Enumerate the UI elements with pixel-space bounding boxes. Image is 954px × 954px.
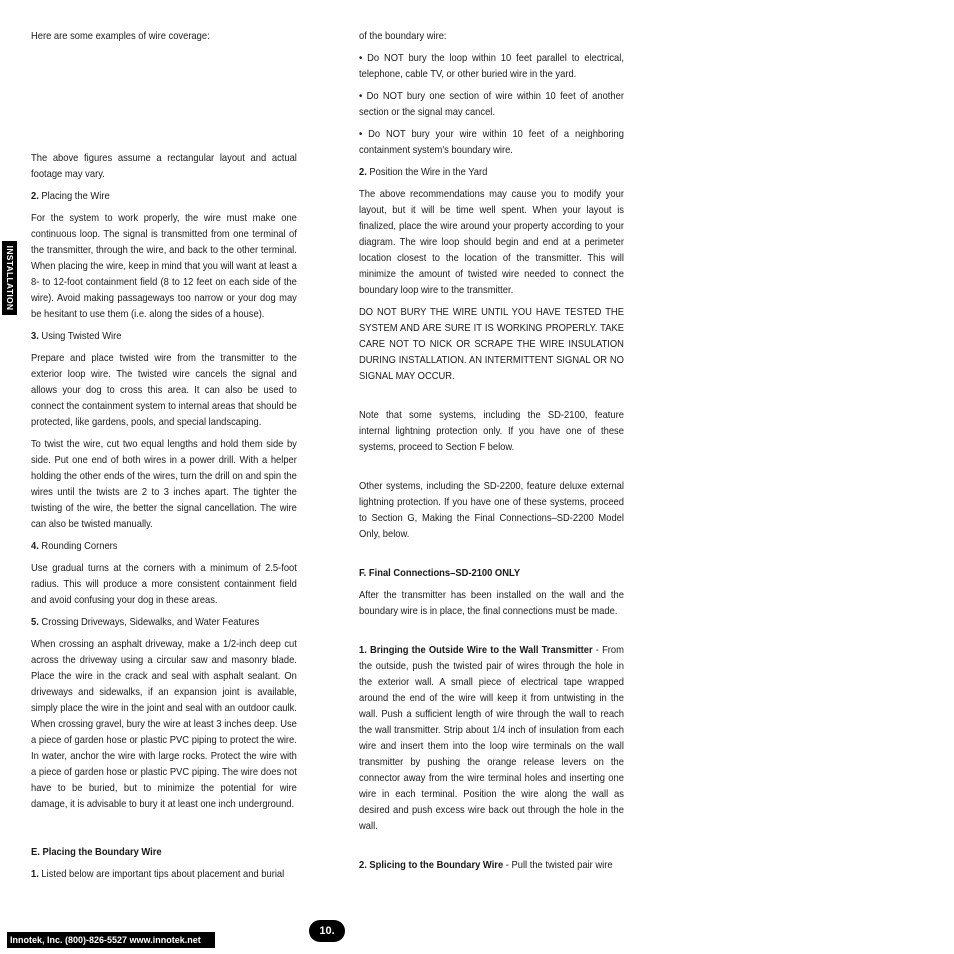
tip-bullet-3: • Do NOT bury your wire within 10 feet of a neighboring containment system's boundary wire. — [359, 129, 624, 156]
position-body: The above recommendations may cause you to modify your layout, but it will be time well spent. When your layout is finalized, place the wire around your property according to your diagram. The wire loop should begin and end at a perimeter location closest to the location of the transmitter. This will minimize the amount of twisted wire needed to connect the boundary loop wire to the transmitter. — [359, 189, 624, 296]
assumption-text: The above figures assume a rectangular layout and actual footage may vary. — [31, 153, 297, 180]
section-f-heading: F. Final Connections–SD-2100 ONLY — [359, 568, 521, 579]
section-e-heading: E. Placing the Boundary Wire — [31, 847, 162, 858]
note-sd2200: Other systems, including the SD-2200, feature deluxe external lightning protection. If you have one of these systems, proceed to Section G, Making the Final Connections–SD-2200 Model Only, below. — [359, 481, 624, 540]
step-3-body-1: Prepare and place twisted wire from the transmitter to the exterior loop wire. The twisted wire cancels the signal and allows your dog to cross this area. It can also be used to connect the containment system to internal areas that should be protected, like gardens, pools, and special landscaping. — [31, 353, 297, 428]
tip-bullet-1: • Do NOT bury the loop within 10 feet parallel to electrical, telephone, cable TV, or other buried wire in the yard. — [359, 53, 624, 80]
section-f-step-1: 1. Bringing the Outside Wire to the Wall Transmitter - From the outside, push the twisted pair of wires through the hole in the exterior wall. A small piece of electrical tape wrapped around the end of the wire will keep it from untwisting in the wall. Push a sufficient length of wire through the wall to reach the wall transmitter. Strip about 1/4 inch of insulation from each wire and insert them into the loop wire terminals on the wall transmitter by pushing the orange release levers on the connector away from the wire terminal holes and inserting one wire in each terminal. Position the wire along the wall as desired and push excess wire back out through the hole in the wall. — [359, 645, 624, 832]
step-2-heading: 2. Placing the Wire — [31, 191, 110, 202]
footer-contact: Innotek, Inc. (800)-826-5527 www.innotek.net — [7, 932, 215, 948]
spacer — [359, 841, 624, 858]
warning-text: DO NOT BURY THE WIRE UNTIL YOU HAVE TESTED THE SYSTEM AND ARE SURE IT IS WORKING PROPERLY. TAKE CARE NOT TO NICK OR SCRAPE THE WIRE INSULATION DURING INSTALLATION. AN INTERMITTENT SIGNAL OR NO SIGNAL MAY OCCUR. — [359, 307, 624, 382]
section-tab-label: INSTALLATION — [4, 245, 15, 311]
position-heading: 2. Position the Wire in the Yard — [359, 167, 488, 178]
step-2-body: For the system to work properly, the wire must make one continuous loop. The signal is transmitted from one terminal of the transmitter, through the wire, and back to the other terminal. When placing the wire, keep in mind that you will want at least a 8- to 12-foot containment field (8 to 12 feet on each side of the wire). Avoid making passageways too narrow or your dog may be hesitant to use them (i.e. along the sides of a house). — [31, 213, 297, 320]
section-e-step-1: 1. Listed below are important tips about placement and burial — [31, 869, 285, 880]
right-column — [359, 29, 624, 880]
tip-bullet-2: • Do NOT bury one section of wire within 10 feet of another section or the signal may cancel. — [359, 91, 624, 118]
step-3-heading: 3. Using Twisted Wire — [31, 331, 122, 342]
section-f-intro: After the transmitter has been installed on the wall and the boundary wire is in place, the final connections must be made. — [359, 590, 624, 617]
continued-text: of the boundary wire: — [359, 31, 447, 42]
spacer — [359, 462, 624, 479]
step-4-heading: 4. Rounding Corners — [31, 541, 118, 552]
spacer — [359, 626, 624, 643]
page-number: 10. — [309, 920, 345, 942]
section-tab — [2, 241, 17, 315]
step-5-heading: 5. Crossing Driveways, Sidewalks, and Water Features — [31, 617, 260, 628]
section-f-step-2: 2. Splicing to the Boundary Wire - Pull the twisted pair wire — [359, 860, 613, 871]
spacer — [359, 391, 624, 408]
step-4-body: Use gradual turns at the corners with a minimum of 2.5-foot radius. This will produce a more consistent containment field and avoid confusing your dog in these areas. — [31, 563, 297, 606]
spacer — [359, 549, 624, 566]
figure-space — [31, 51, 297, 151]
spacer — [31, 819, 297, 845]
left-column — [31, 29, 297, 889]
step-3-body-2: To twist the wire, cut two equal lengths and hold them side by side. Put one end of both wires in a power drill. With a helper holding the other ends of the wires, turn the drill on and spin the wires until the twists are 2 to 3 inches apart. The tighter the twisting of the wire, the better the signal cancellation. The wire can also be twisted manually. — [31, 439, 297, 530]
note-sd2100: Note that some systems, including the SD-2100, feature internal lightning protection only. If you have one of these systems, proceed to Section F below. — [359, 410, 624, 453]
step-5-body: When crossing an asphalt driveway, make a 1/2-inch deep cut across the driveway using a circular saw and masonry blade. Place the wire in the crack and seal with asphalt sealant. On driveways and sidewalks, if an expansion joint is available, simply place the wire in the joint and seal with an outdoor caulk. When crossing gravel, bury the wire at least 3 inches deep. Use a piece of garden hose or plastic PVC piping to protect the wire. In water, anchor the wire with large rocks. Protect the wire with a piece of garden hose or plastic PVC piping. The wire does not have to be buried, but to minimize the potential for wire damage, it is advisable to bury it at least one inch underground. — [31, 639, 297, 810]
intro-text: Here are some examples of wire coverage: — [31, 31, 210, 42]
